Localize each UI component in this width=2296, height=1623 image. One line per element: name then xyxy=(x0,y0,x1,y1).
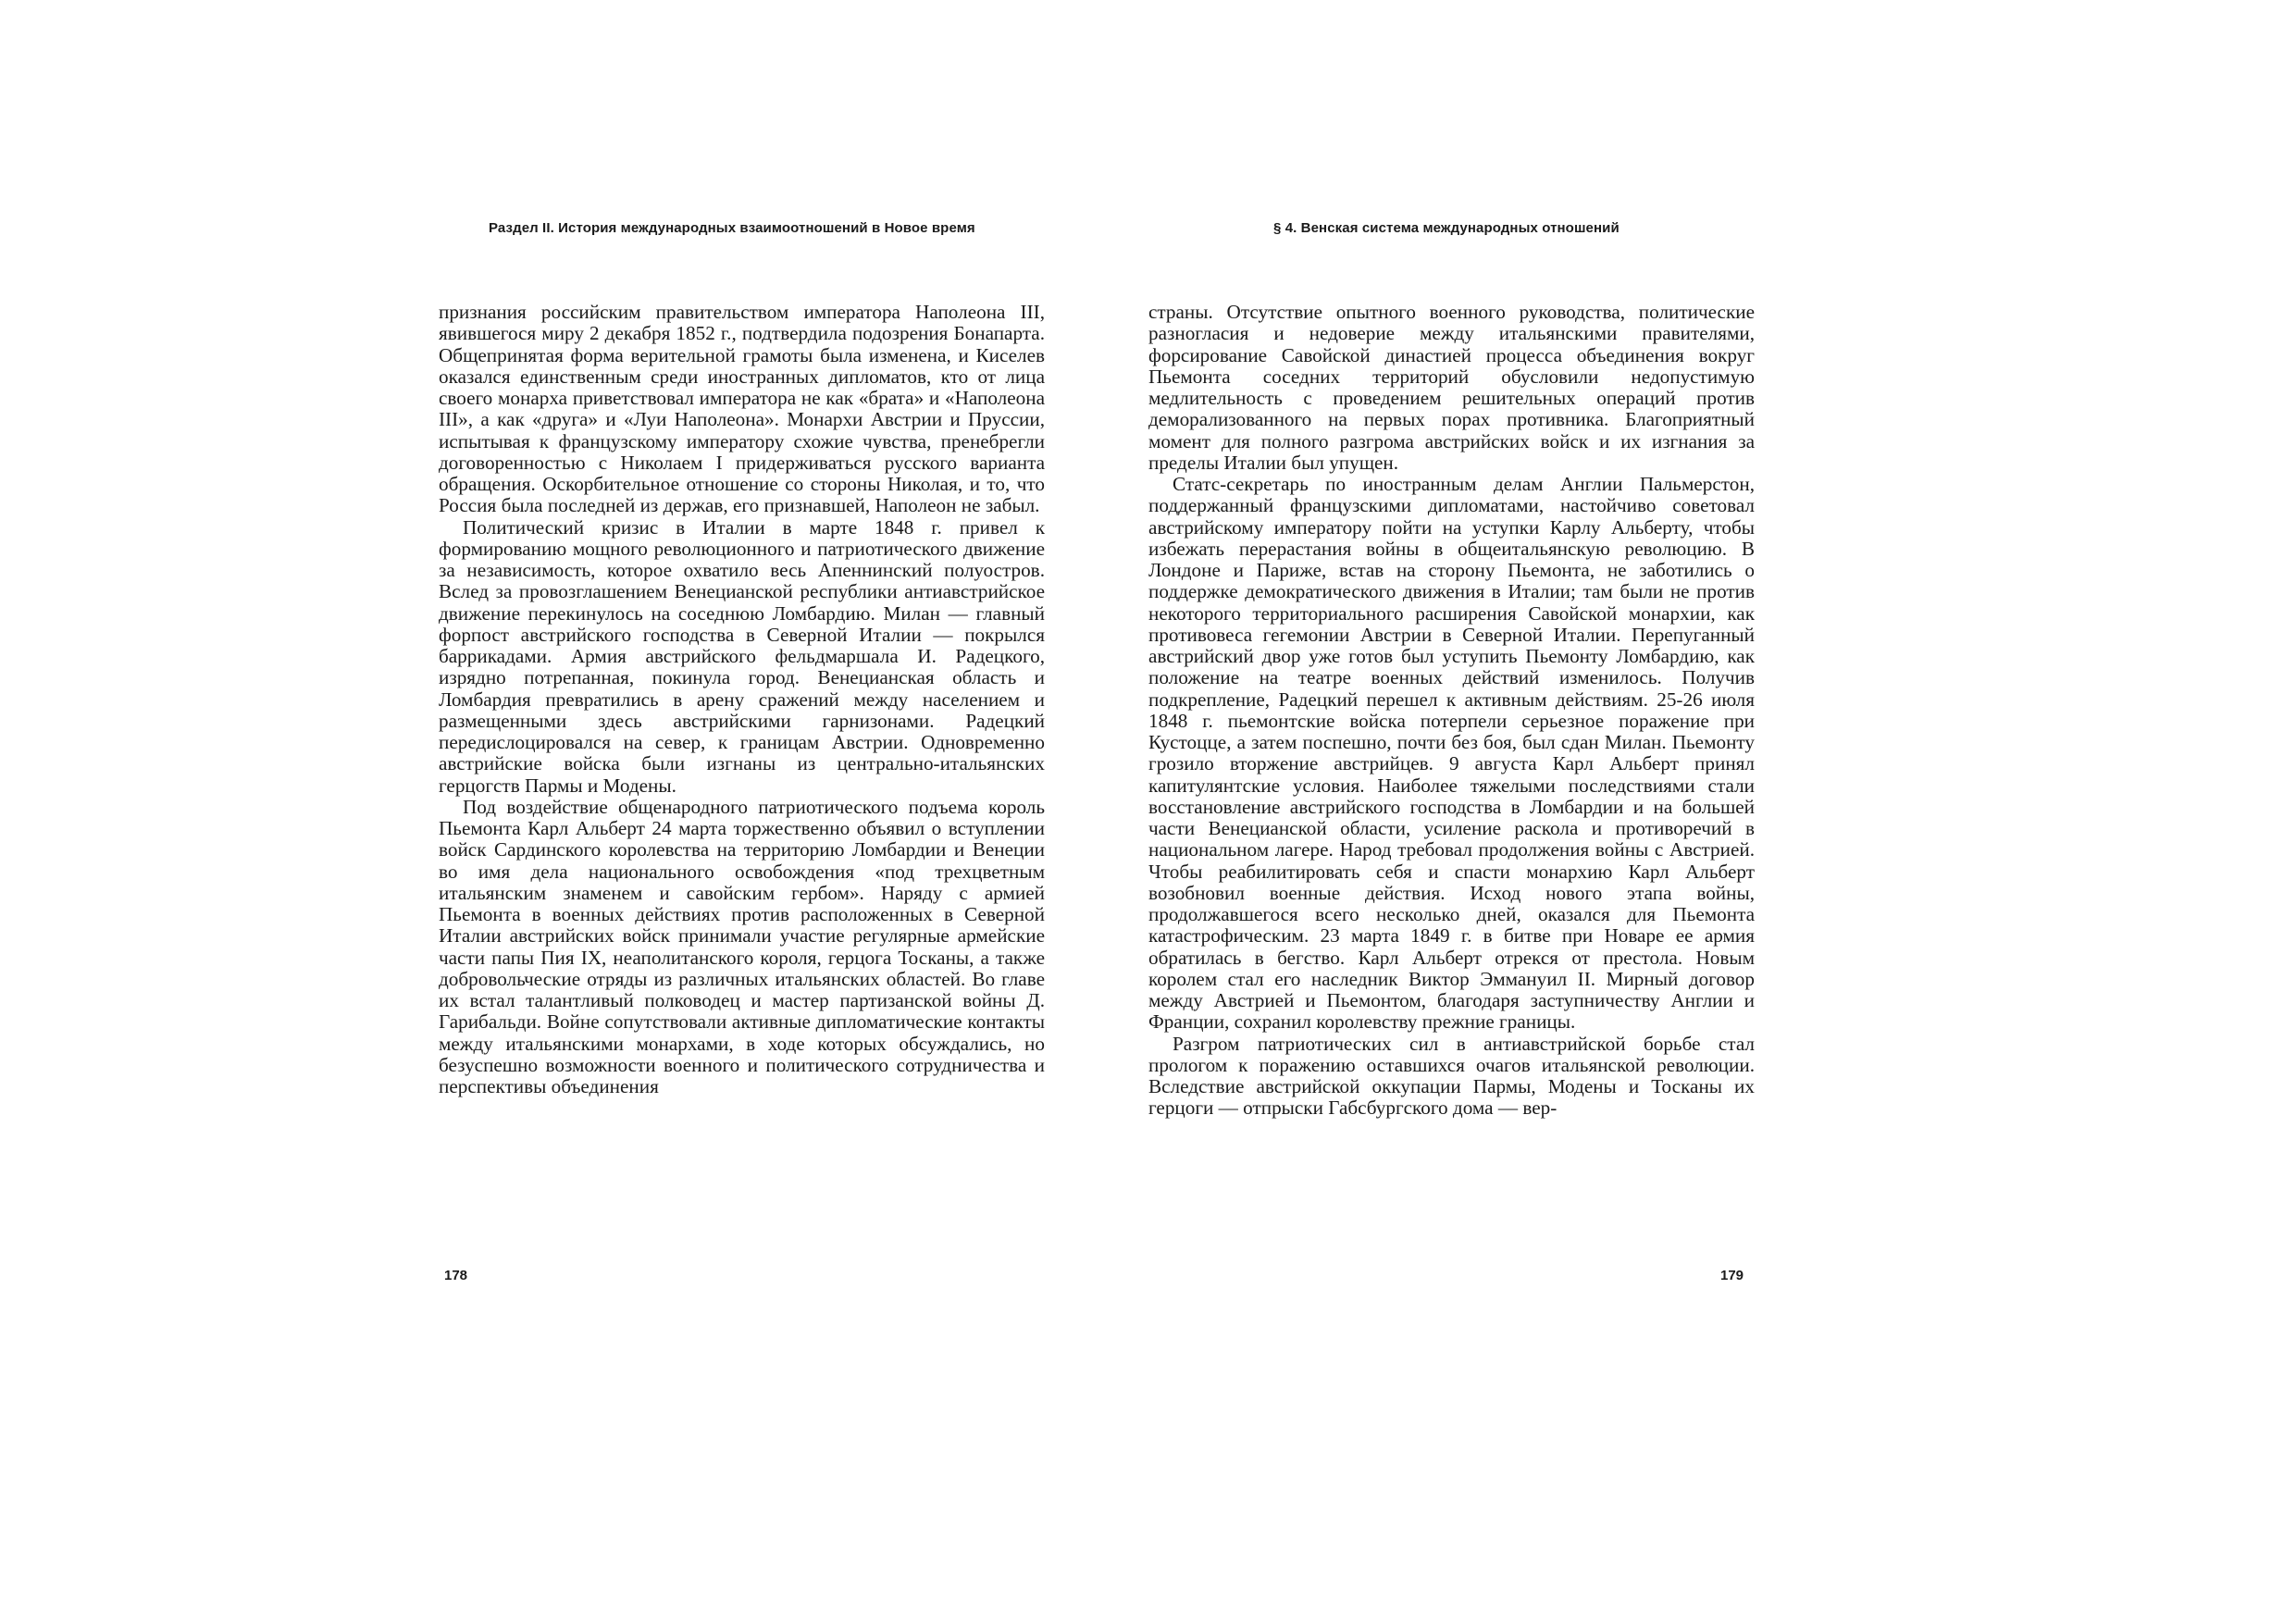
left-running-head: Раздел II. История международных взаимоотношений в Новое время xyxy=(489,220,975,236)
right-page xyxy=(1148,0,2296,1623)
left-body-text xyxy=(439,302,1045,1097)
left-paragraph-3: Под воздействие общенародного патриотического подъема король Пьемонта Карл Альберт 24 марта торжественно объявил о вступлении войск Сардинского королевства на территорию Ломбардии и Венеции во имя дела национального освобождения «под трехцветным итальянским знаменем и савойским гербом». Наряду с армией Пьемонта в военных действиях против расположенных в Северной Италии австрийских войск принимали участие регулярные армейские части папы Пия IX, неаполитанского короля, герцога Тосканы, а также добровольческие отряды из различных итальянских областей. Во главе их встал талантливый полководец и мастер партизанской войны Д. Гарибальди. Войне сопутствовали активные дипломатические контакты между итальянскими монархами, в ходе которых обсуждались, но безуспешно возможности военного и политического сотрудничества и перспективы объединения xyxy=(439,795,1045,1097)
right-paragraph-1: страны. Отсутствие опытного военного руководства, политические разногласия и недоверие между итальянскими правителями, форсирование Савойской династией процесса объединения вокруг Пьемонта соседних территорий обусловили недопустимую медлительность с проведением решительных операций против деморализованного на первых порах противника. Благоприятный момент для полного разгрома австрийских войск и их изгнания за пределы Италии был упущен. xyxy=(1148,301,1755,474)
right-paragraph-3: Разгром патриотических сил в антиавстрийской борьбе стал прологом к поражению оставшихся очагов итальянской революции. Вследствие австрийской оккупации Пармы, Модены и Тосканы их герцоги — отпрыски Габсбургского дома — вер- xyxy=(1148,1032,1755,1120)
left-paragraph-1: признания российским правительством императора Наполеона III, явившегося миру 2 декабря 1852 г., подтвердила подозрения Бонапарта. Общепринятая форма верительной грамоты была изменена, и Киселев оказался единственным среди иностранных дипломатов, кто от лица своего монарха приветствовал императора не как «брата» и «Наполеона III», а как «друга» и «Луи Наполеона». Монархи Австрии и Пруссии, испытывая к французскому императору схожие чувства, пренебрегли договоренностью с Николаем I придерживаться русского варианта обращения. Оскорбительное отношение со стороны Николая, и то, что Россия была последней из держав, его признавшей, Наполеон не забыл. xyxy=(439,301,1045,517)
right-page-number: 179 xyxy=(1720,1268,1744,1283)
right-running-head: § 4. Венская система международных отношений xyxy=(1273,220,1620,236)
left-page-number: 178 xyxy=(444,1268,468,1283)
right-paragraph-2: Статс-секретарь по иностранным делам Англии Пальмерстон, поддержанный французскими дипломатами, настойчиво советовал австрийскому императору пойти на уступки Карлу Альберту, чтобы избежать перерастания войны в общеитальянскую революцию. В Лондоне и Париже, встав на сторону Пьемонта, не заботились о поддержке демократического движения в Италии; там были не против некоторого территориального расширения Савойской монархии, как противовеса гегемонии Австрии в Северной Италии. Перепуганный австрийский двор уже готов был уступить Пьемонту Ломбардию, как положение на театре военных действий изменилось. Получив подкрепление, Радецкий перешел к активным действиям. 25-26 июля 1848 г. пьемонтские войска потерпели серьезное поражение при Кустоцце, а затем поспешно, почти без боя, был сдан Милан. Пьемонту грозило вторжение австрийцев. 9 августа Карл Альберт принял капитулянтские условия. Наиболее тяжелыми последствиями стали восстановление австрийского господства в Ломбардии и на большей части Венецианской области, усиление раскола и противоречий в национальном лагере. Народ требовал продолжения войны с Австрией. Чтобы реабилитировать себя и спасти монархию Карл Альберт возобновил военные действия. Исход нового этапа войны, продолжавшегося всего несколько дней, оказался для Пьемонта катастрофическим. 23 марта 1849 г. в битве при Новаре ее армия обратилась в бегство. Карл Альберт отрекся от престола. Новым королем стал его наследник Виктор Эммануил II. Мирный договор между Австрией и Пьемонтом, благодаря заступничеству Англии и Франции, сохранил королевству прежние границы. xyxy=(1148,473,1755,1034)
right-body-text xyxy=(1148,302,1755,1120)
left-paragraph-2: Политический кризис в Италии в марте 1848 г. привел к формированию мощного революционного и патриотического движение за независимость, которое охватило весь Апеннинский полуостров. Вслед за провозглашением Венецианской республики антиавстрийское движение перекинулось на соседнюю Ломбардию. Милан — главный форпост австрийского господства в Северной Италии — покрылся баррикадами. Армия австрийского фельдмаршала И. Радецкого, изрядно потрепанная, покинула город. Венецианская область и Ломбардия превратились в арену сражений между населением и размещенными здесь австрийскими гарнизонами. Радецкий передислоцировался на север, к границам Австрии. Одновременно австрийские войска были изгнаны из центрально-итальянских герцогств Пармы и Модены. xyxy=(439,515,1045,797)
